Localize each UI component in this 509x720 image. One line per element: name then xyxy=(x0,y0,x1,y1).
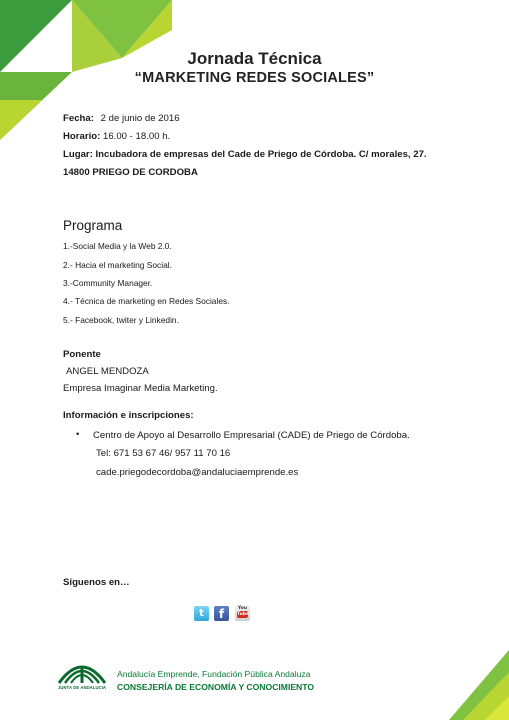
fecha-row xyxy=(63,113,180,124)
horario-value: 16.00 - 18.00 h. xyxy=(102,131,171,142)
ponente-name: ANGEL MENDOZA xyxy=(66,366,149,377)
document-title: Jornada Técnica xyxy=(187,49,322,68)
youtube-icon[interactable] xyxy=(235,606,250,621)
programa-item: 2.- Hacia el marketing Social. xyxy=(63,260,172,270)
twitter-icon[interactable]: t xyxy=(194,606,209,621)
footer-organization: Andalucía Emprende, Fundación Pública Andaluza xyxy=(117,669,311,679)
programa-item: 3.-Community Manager. xyxy=(63,278,153,288)
programa-item: 1.-Social Media y la Web 2.0. xyxy=(63,241,172,251)
junta-logo-label: JUNTA DE ANDALUCIA xyxy=(58,685,107,690)
bullet-icon: • xyxy=(76,429,80,440)
junta-de-andalucia-logo-icon xyxy=(56,655,108,685)
horario-label: Horario: xyxy=(63,131,101,142)
siguenos-label: Síguenos en… xyxy=(63,577,130,588)
programa-heading: Programa xyxy=(63,218,123,233)
email-link[interactable]: cade.priegodecordoba@andaluciaemprende.es xyxy=(96,467,299,478)
youtube-icon-you: You xyxy=(237,606,248,611)
corner-decoration-bottom-right xyxy=(449,650,509,720)
telefono-text: Tel: 671 53 67 46/ 957 11 70 16 xyxy=(96,448,231,459)
youtube-icon-tube: Tube xyxy=(237,612,250,617)
document-subtitle: “MARKETING REDES SOCIALES” xyxy=(134,70,375,86)
programa-item: 5.- Facebook, twiter y Linkedin. xyxy=(63,315,179,325)
ponente-heading: Ponente xyxy=(63,349,101,360)
ponente-company: Empresa Imaginar Media Marketing. xyxy=(63,383,218,394)
lugar-line: Lugar: Incubadora de empresas del Cade de Priego de Córdoba. C/ morales, 27. xyxy=(63,149,427,160)
centro-text: Centro de Apoyo al Desarrollo Empresarial (CADE) de Priego de Córdoba. xyxy=(93,430,410,441)
facebook-icon[interactable]: f xyxy=(214,606,229,621)
footer-consejeria: CONSEJERÍA DE ECONOMÍA Y CONOCIMIENTO xyxy=(117,682,315,692)
fecha-label: Fecha: xyxy=(63,113,94,124)
programa-item: 4.- Técnica de marketing en Redes Sociales. xyxy=(63,296,230,306)
postal-code-line: 14800 PRIEGO DE CORDOBA xyxy=(63,167,198,178)
fecha-value: 2 de junio de 2016 xyxy=(100,113,180,124)
horario-row xyxy=(63,131,170,142)
inscripciones-heading: Información e inscripciones: xyxy=(63,410,194,421)
